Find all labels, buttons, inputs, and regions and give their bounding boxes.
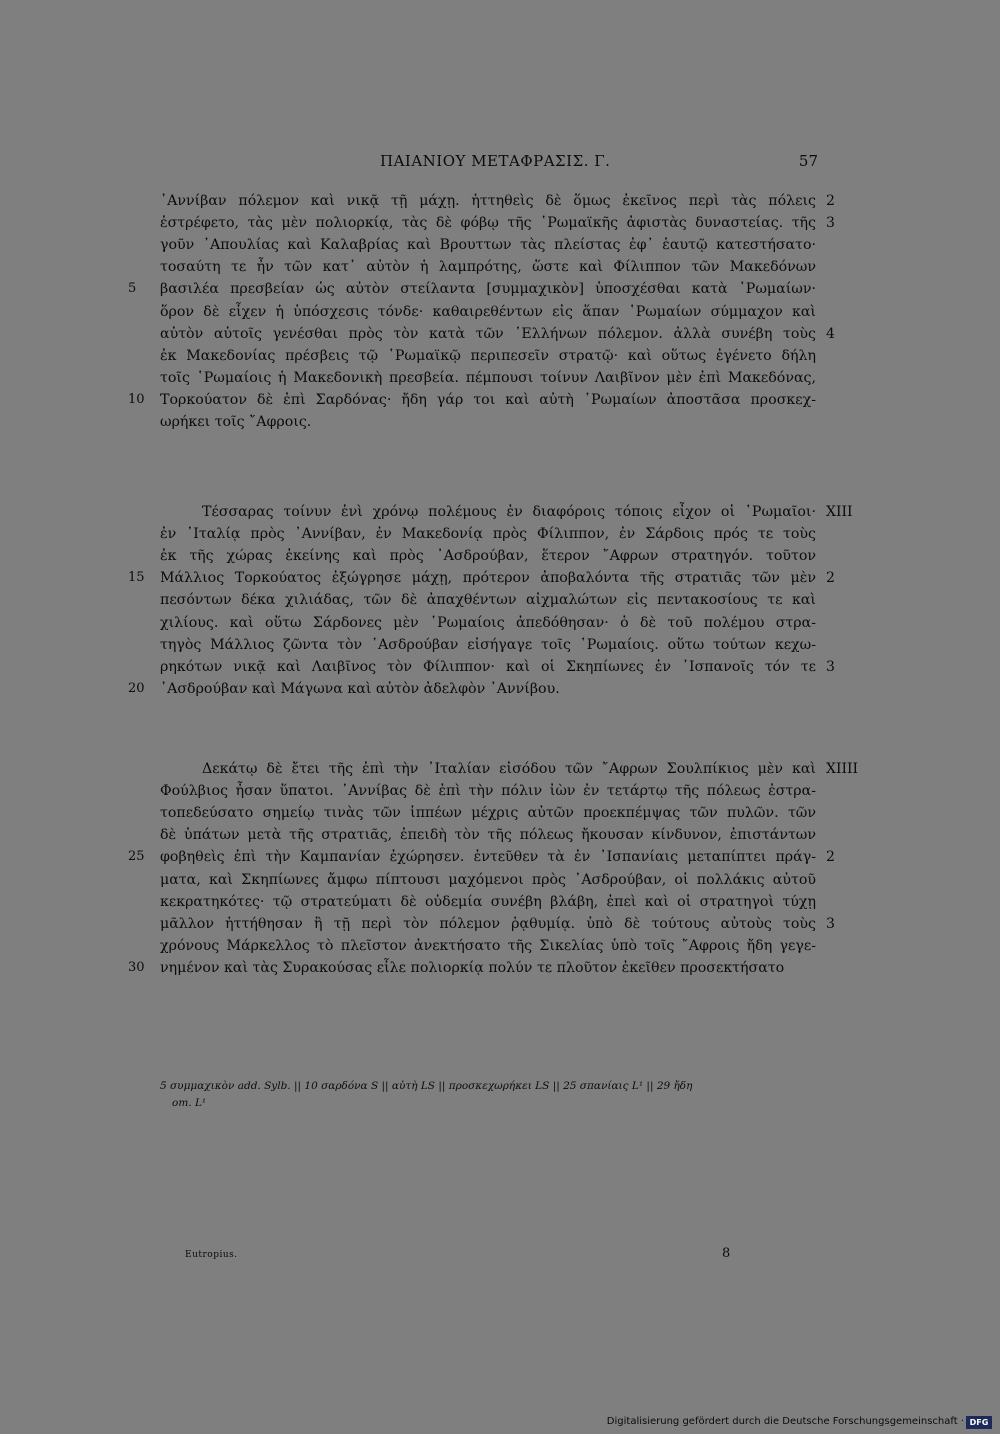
text-line: ᾿Αννίβαν πόλεμον καὶ νικᾷ τῇ μάχῃ. ἡττηθεὶς δὲ ὅμως ἐκεῖνος περὶ τὰς πόλεις: [160, 193, 816, 209]
footnote-line: om. L¹: [172, 1097, 207, 1109]
text-line: φοβηθεὶς ἐπὶ τὴν Καμπανίαν ἐχώρησεν. ἐντεῦθεν τὰ ἐν ᾿Ισπανίαις μεταπίπτει πράγ-: [160, 849, 816, 865]
text-line: Δεκάτῳ δὲ ἔτει τῆς ἐπὶ τὴν ᾿Ιταλίαν εἰσόδου τῶν ῎Αφρων Σουλπίκιος μὲν καὶ: [202, 761, 816, 777]
text-line: ἐκ τῆς χώρας ἐκείνης καὶ πρὸς ᾿Ασδρούβαν, ἕτερον ῎Αφρων στρατηγόν. τοῦτον: [160, 548, 816, 564]
text-line: ρηκότων νικᾷ καὶ Λαιβῖνος τὸν Φίλιππον· καὶ οἱ Σκηπίωνες ἐν ᾿Ισπανοῖς τόν τε: [160, 659, 816, 675]
text-line: τηγὸς Μάλλιος ζῶντα τὸν ᾿Ασδρούβαν εἰσήγαγε τοῖς ῾Ρωμαίοις. οὕτω τούτων κεχω-: [160, 637, 816, 653]
footnote-line: 5 συμμαχικὸν add. Sylb. || 10 σαρδόνα S || αὐτὴ LS || προσκεχωρήκει LS || 25 σπανίαις L¹ || 29 ἤδη: [160, 1080, 693, 1092]
text-line: δὲ ὑπάτων μετὰ τῆς στρατιᾶς, ἐπειδὴ τὸν τῆς πόλεως ἤκουσαν κίνδυνον, ἐπιστάντων: [160, 827, 816, 843]
text-line: πεσόντων δέκα χιλιάδας, τῶν δὲ ἀπαχθέντων αἰχμαλώτων εἰς πεντακοσίους τε καὶ: [160, 592, 816, 608]
line-number: 20: [128, 681, 145, 696]
text-line: τοσαύτη τε ἦν τῶν κατ᾿ αὐτὸν ἡ λαμπρότης, ὥστε καὶ Φίλιππον τῶν Μακεδόνων: [160, 259, 816, 275]
text-line: ωρήκει τοῖς ῎Αφροις.: [160, 414, 312, 430]
section-marker: 3: [826, 659, 835, 675]
text-line: Τέσσαρας τοίνυν ἑνὶ χρόνῳ πολέμους ἐν διαφόροις τόποις εἶχον οἱ ῾Ρωμαῖοι·: [202, 504, 816, 520]
section-marker: 2: [826, 849, 835, 865]
digitization-credit: Digitalisierung gefördert durch die Deutsche Forschungsgemeinschaft ·: [606, 1416, 964, 1427]
text-line: βασιλέα πρεσβείαν ὡς αὐτὸν στείλαντα [συμμαχικὸν] ὑποσχέσθαι κατὰ ῾Ρωμαίων·: [160, 281, 816, 297]
text-line: χιλίους. καὶ οὕτω Σάρδονες μὲν ῾Ρωμαίοις ἀπεδόθησαν· ὁ δὲ τοῦ πολέμου στρα-: [160, 615, 816, 631]
line-number: 30: [128, 960, 145, 975]
text-line: Φούλβιος ἦσαν ὕπατοι. ᾿Αννίβας δὲ ἐπὶ τὴν πόλιν ἰὼν ἐν τετάρτῳ τῆς πόλεως ἐστρα-: [160, 783, 816, 799]
text-line: Μάλλιος Τορκούατος ἐξώγρησε μάχῃ, πρότερον ἀποβαλόντα τῆς στρατιᾶς τῶν μὲν: [160, 570, 816, 586]
page-number: 57: [798, 152, 818, 170]
running-head: ΠΑΙΑΝΙΟΥ ΜΕΤΑΦΡΑΣΙΣ. Γ.: [380, 152, 611, 170]
line-number: 5: [128, 281, 137, 296]
text-line: κεκρατηκότες· τῷ στρατεύματι δὲ οὐδεμία συνέβη βλάβη, ἐπεὶ καὶ οἱ στρατηγοὶ τύχῃ: [160, 894, 816, 910]
text-line: τοῖς ῾Ρωμαίοις ἡ Μακεδονικὴ πρεσβεία. πέμπουσι τοίνυν Λαιβῖνον μὲν ἐπὶ Μακεδόνας,: [160, 370, 816, 386]
section-marker: 3: [826, 215, 835, 231]
text-line: ἐκ Μακεδονίας πρέσβεις τῷ ῾Ρωμαϊκῷ περιπεσεῖν στρατῷ· καὶ οὕτως ἐγένετο δήλη: [160, 348, 816, 364]
text-line: χρόνους Μάρκελλος τὸ πλεῖστον ἀνεκτήσατο τῆς Σικελίας ὑπὸ τοῖς ῎Αφροις ἤδη γεγε-: [160, 938, 816, 954]
dfg-logo: DFG: [966, 1416, 992, 1429]
section-marker: 3: [826, 916, 835, 932]
line-number: 10: [128, 392, 145, 407]
text-line: αὐτὸν αὐτοῖς γενέσθαι πρὸς τὸν κατὰ τῶν ῾Ελλήνων πόλεμον. ἀλλὰ συνέβη τοὺς: [160, 326, 816, 342]
section-marker: 2: [826, 193, 835, 209]
line-number: 25: [128, 849, 145, 864]
text-line: νημένον καὶ τὰς Συρακούσας εἷλε πολιορκίᾳ πολύν τε πλοῦτον ἐκεῖθεν προσεκτήσατο: [160, 960, 785, 976]
text-line: ματα, καὶ Σκηπίωνες ἄμφω πίπτουσι μαχόμενοι πρὸς ᾿Ασδρούβαν, οἱ πολλάκις αὐτοῦ: [160, 872, 816, 888]
line-number: 15: [128, 570, 145, 585]
section-marker: XIII: [826, 504, 853, 520]
sheet-number: 8: [722, 1246, 731, 1261]
text-line: γοῦν ᾿Απουλίας καὶ Καλαβρίας καὶ Βρουττων τὰς πλείστας ἐφ᾿ ἑαυτῷ κατεστήσατο·: [160, 237, 816, 253]
text-line: ἐν ᾿Ιταλίᾳ πρὸς ᾿Αννίβαν, ἐν Μακεδονίᾳ πρὸς Φίλιππον, ἐν Σάρδοις πρός τε τοὺς: [160, 526, 816, 542]
text-line: τοπεδεύσατο σημείῳ τινὰς τῶν ἱππέων μέχρις αὐτῶν προεκπέμψας τῶν πυλῶν. τῶν: [160, 805, 816, 821]
text-line: ᾿Ασδρούβαν καὶ Μάγωνα καὶ αὐτὸν ἀδελφὸν ᾿Αννίβου.: [160, 681, 560, 697]
text-line: ἐστρέφετο, τὰς μὲν πολιορκίᾳ, τὰς δὲ φόβῳ τῆς ῾Ρωμαϊκῆς ἀφιστὰς δυναστείας. τῆς: [160, 215, 816, 231]
signature-mark: Eutropius.: [185, 1250, 238, 1260]
critical-apparatus: [160, 1078, 816, 1112]
text-line: Τορκούατον δὲ ἐπὶ Σαρδόνας· ἤδη γάρ τοι καὶ αὐτὴ ῾Ρωμαίων ἀποστᾶσα προσκεχ-: [160, 392, 816, 408]
section-marker: 2: [826, 570, 835, 586]
section-marker: XIIII: [826, 761, 859, 777]
text-line: ὅρον δὲ εἶχεν ἡ ὑπόσχεσις τόνδε· καθαιρεθέντων εἰς ἅπαν ῾Ρωμαίων σύμμαχον καὶ: [160, 304, 816, 320]
section-marker: 4: [826, 326, 835, 342]
text-line: μᾶλλον ἡττήθησαν ἢ τῇ περὶ τὸν πόλεμον ῥᾳθυμίᾳ. ὑπὸ δὲ τούτους αὐτοὺς τοὺς: [160, 916, 816, 932]
